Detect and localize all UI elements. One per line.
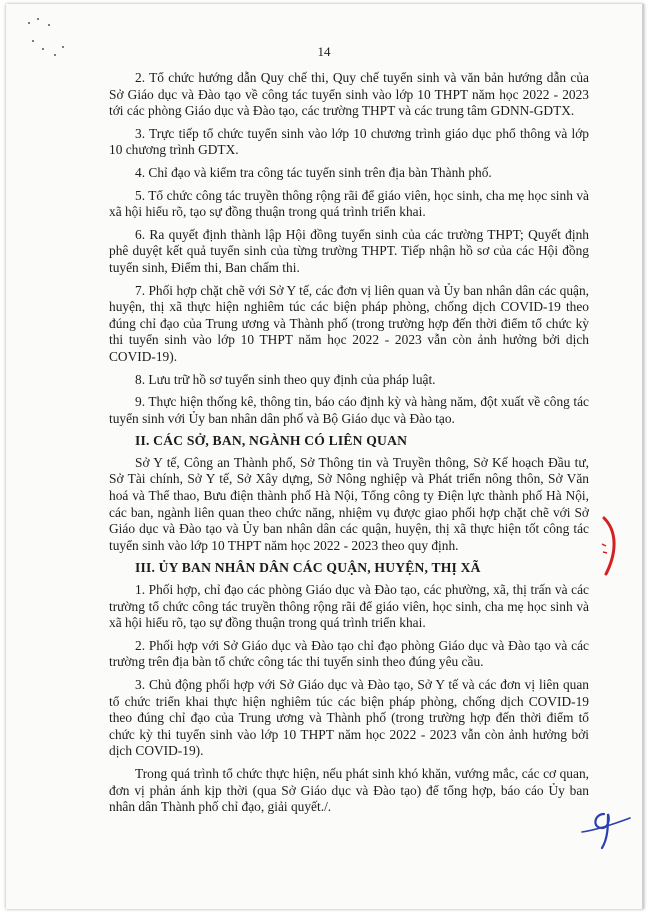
paragraph-district-1: 1. Phối hợp, chỉ đạo các phòng Giáo dục và Đào tạo, các phường, xã, thị trấn và các trường tổ chức công tác truyền thông rộng rãi để giáo viên, học sinh, cha mẹ học sinh và xã hội hiểu rõ, tạo sự đồng thuận trong quá trình triển khai. bbox=[109, 582, 589, 631]
paragraph-district-3: 3. Chủ động phối hợp với Sở Giáo dục và Đào tạo, Sở Y tế và các đơn vị liên quan tổ chức triển khai thực hiện nghiêm túc các biện pháp phòng, chống dịch COVID-19 theo đúng chỉ đạo của Trung ương và Thành phố (trong trường hợp đến thời điểm tổ chức kỳ thi tuyển sinh vào lớp 10 THPT năm học 2022 - 2023 vẫn còn ảnh hưởng bởi dịch COVID-19). bbox=[109, 677, 589, 759]
scan-specks bbox=[28, 18, 88, 68]
paragraph-item-6: 6. Ra quyết định thành lập Hội đồng tuyển sinh của các trường THPT; Quyết định phê duyệt kết quả tuyển sinh của từng trường THPT. Tiếp nhận hồ sơ của các Hội đồng tuyển sinh, Điểm thi, Ban chấm thi. bbox=[109, 226, 589, 275]
paragraph-item-2: 2. Tổ chức hướng dẫn Quy chế thi, Quy chế tuyển sinh và văn bản hướng dẫn của Sở Giáo dục và Đào tạo về công tác tuyển sinh vào lớp 10 THPT năm học 2022 - 2023 tới các phòng Giáo dục và Đào tạo, các trường THPT và các trung tâm GDNN-GDTX. bbox=[109, 70, 589, 119]
paragraph-item-5: 5. Tổ chức công tác truyền thông rộng rãi để giáo viên, học sinh, cha mẹ học sinh và xã hội hiểu rõ, tạo sự đồng thuận trong quá trình triển khai. bbox=[109, 187, 589, 220]
document-page bbox=[6, 4, 644, 909]
paragraph-agencies: Sở Y tế, Công an Thành phố, Sở Thông tin và Truyền thông, Sở Kế hoạch Đầu tư, Sở Tài chính, Sở Y tế, Sở Xây dựng, Sở Nông nghiệp và Phát triển nông thôn, Sở Văn hoá và Thể thao, Bưu điện thành phố Hà Nội, Tổng công ty Điện lực thành phố Hà Nội, các ban, ngành liên quan theo chức năng, nhiệm vụ được giao phối hợp chặt chẽ với Sở Giáo dục và Đào tạo và Ủy ban nhân dân các quận, huyện, thị xã thực hiện tốt công tác tuyển sinh vào lớp 10 THPT năm học 2022 - 2023 theo quy định. bbox=[109, 454, 589, 553]
paragraph-item-4: 4. Chỉ đạo và kiểm tra công tác tuyển sinh trên địa bàn Thành phố. bbox=[135, 164, 492, 180]
section-heading-iii: III. ỦY BAN NHÂN DÂN CÁC QUẬN, HUYỆN, THỊ XÃ bbox=[135, 560, 481, 576]
paragraph-item-3: 3. Trực tiếp tổ chức tuyển sinh vào lớp 10 chương trình giáo dục phổ thông và lớp 10 chương trình GDTX. bbox=[109, 125, 589, 158]
paragraph-district-2: 2. Phối hợp với Sở Giáo dục và Đào tạo chỉ đạo phòng Giáo dục và Đào tạo và các trường trên địa bàn tổ chức công tác thi tuyển sinh theo đúng yêu cầu. bbox=[109, 637, 589, 670]
page-number: 14 bbox=[317, 44, 331, 59]
document-body bbox=[109, 70, 589, 822]
paragraph-closing: Trong quá trình tổ chức thực hiện, nếu phát sinh khó khăn, vướng mắc, các cơ quan, đơn vị phản ánh kịp thời (qua Sở Giáo dục và Đào tạo) để tổng hợp, báo cáo Ủy ban nhân dân Thành phố chỉ đạo, giải quyết./. bbox=[109, 765, 589, 815]
section-heading-ii: II. CÁC SỞ, BAN, NGÀNH CÓ LIÊN QUAN bbox=[135, 433, 408, 449]
paragraph-item-8: 8. Lưu trữ hồ sơ tuyển sinh theo quy định của pháp luật. bbox=[135, 371, 436, 387]
paragraph-item-7: 7. Phối hợp chặt chẽ với Sở Y tế, các đơn vị liên quan và Ủy ban nhân dân các quận, huyện, thị xã thực hiện nghiêm túc các biện pháp phòng, chống dịch COVID-19 theo đúng chỉ đạo của Trung ương và Thành phố (trong trường hợp đến thời điểm tổ chức kỳ thi tuyển sinh vào lớp 10 THPT năm học 2022 - 2023 vẫn còn ảnh hưởng bởi dịch COVID-19). bbox=[109, 282, 589, 364]
red-margin-mark-icon bbox=[598, 516, 622, 578]
handwritten-initial-signature-icon bbox=[578, 804, 632, 850]
paragraph-item-9: 9. Thực hiện thống kê, thông tin, báo cáo định kỳ và hàng năm, đột xuất về công tác tuyển sinh với Ủy ban nhân dân phố và Bộ Giáo dục và Đào tạo. bbox=[109, 394, 589, 426]
